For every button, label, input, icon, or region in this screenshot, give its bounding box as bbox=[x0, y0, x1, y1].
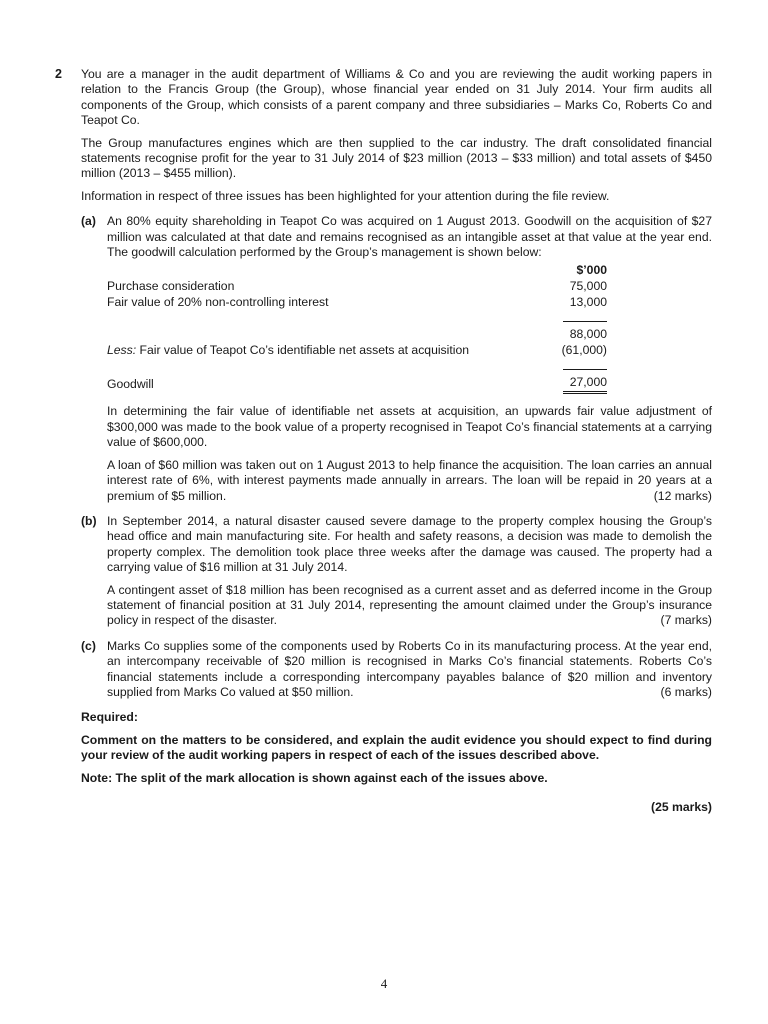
part-a-text-3: A loan of $60 million was taken out on 1 August 2013 to help finance the acquisition. The loan carries an annual interest rate of 6%, with interest payments made annually in arrears. The loan will be repaid in 20 years at a premium of $5 million. (12 marks) bbox=[107, 457, 712, 503]
intro-paragraph-3: Information in respect of three issues has been highlighted for your attention during the file review. bbox=[81, 188, 610, 203]
total-marks: (25 marks) bbox=[651, 800, 712, 814]
less-prefix: Less: bbox=[107, 343, 137, 358]
row-label bbox=[107, 326, 537, 342]
part-b-marks: (7 marks) bbox=[660, 613, 712, 628]
part-a bbox=[81, 214, 712, 504]
row-label: Less: Fair value of Teapot Co’s identifiable net assets at acquisition bbox=[107, 343, 470, 358]
part-b bbox=[81, 514, 712, 629]
question-body bbox=[81, 67, 712, 815]
part-a-text-2: In determining the fair value of identifiable net assets at acquisition, an upwards fair value adjustment of $300,000 was made to the book value of a property recognised in Teapot Co’s financial statements at a carrying value of $600,000. bbox=[107, 404, 712, 450]
row-value: 75,000 bbox=[569, 279, 607, 294]
part-b-text-1: In September 2014, a natural disaster caused severe damage to the property complex housing the Group’s head office and main manufacturing site. For health and safety reasons, a decision was made to demolish the property complex. The demolition took place three weeks after the damage was caused. The property had a carrying value of $16 million at 31 July 2014. bbox=[107, 513, 712, 575]
part-a-marks: (12 marks) bbox=[653, 488, 712, 503]
row-label: Goodwill bbox=[107, 377, 154, 392]
required-text: Comment on the matters to be considered, and explain the audit evidence you should expect to find during your review of the audit working papers in respect of each of the issues described above. bbox=[81, 732, 712, 763]
intro-paragraph-2: The Group manufactures engines which are then supplied to the car industry. The draft consolidated financial statements recognise profit for the year to 31 July 2014 of $23 million (2013 – $33 million) and total assets of $450 million (2013 – $455 million). bbox=[81, 135, 712, 181]
intro-paragraph-1: You are a manager in the audit department of Williams & Co and you are reviewing the audit working papers in relation to the Francis Group (the Group), whose financial year ended on 31 July 2014. Your firm audits all components of the Group, which consists of a parent company and three subsidiaries – Marks Co, Roberts Co and Teapot Co. bbox=[81, 67, 712, 128]
row-value: 88,000 bbox=[569, 327, 607, 342]
row-value: (61,000) bbox=[561, 343, 607, 358]
row-value: 13,000 bbox=[569, 295, 607, 310]
question-number: 2 bbox=[55, 67, 62, 81]
row-value: 27,000 bbox=[563, 374, 607, 394]
part-c-marks: (6 marks) bbox=[660, 684, 712, 699]
goodwill-calculation-table bbox=[107, 262, 712, 394]
table-row bbox=[107, 294, 712, 310]
table-row bbox=[107, 326, 712, 342]
table-row bbox=[107, 342, 712, 358]
unit-header: $’000 bbox=[576, 263, 607, 278]
note-text: Note: The split of the mark allocation is shown against each of the issues above. bbox=[81, 770, 548, 785]
table-row bbox=[107, 374, 712, 394]
table-row bbox=[107, 262, 712, 278]
part-b-label: (b) bbox=[81, 513, 97, 528]
required-heading: Required: bbox=[81, 710, 138, 725]
table-row bbox=[107, 278, 712, 294]
part-b-text-2: A contingent asset of $18 million has been recognised as a current asset and as deferred income in the Group statement of financial position at 31 July 2014, representing the amount claimed under the Group’s insurance policy in respect of the disaster. (7 marks) bbox=[107, 582, 712, 628]
page-number: 4 bbox=[380, 976, 388, 991]
part-a-label: (a) bbox=[81, 214, 96, 229]
row-label: Purchase consideration bbox=[107, 279, 235, 294]
part-c bbox=[81, 639, 712, 701]
row-label: Fair value of 20% non-controlling interest bbox=[107, 295, 329, 310]
part-c-label: (c) bbox=[81, 638, 96, 653]
part-c-text-1: Marks Co supplies some of the components used by Roberts Co in its manufacturing process. At the year end, an intercompany receivable of $20 million is recognised in Marks Co’s financial statements. Roberts Co’s financial statements include a corresponding intercompany payables balance of $20 million and inventory supplied from Marks Co valued at $50 million. (6 marks) bbox=[107, 638, 712, 699]
part-a-text-1: An 80% equity shareholding in Teapot Co was acquired on 1 August 2013. Goodwill on the acquisition of $27 million was calculated at that date and remains recognised as an intangible asset at that value at the year end. The goodwill calculation performed by the Group’s management is shown below: bbox=[107, 214, 712, 260]
